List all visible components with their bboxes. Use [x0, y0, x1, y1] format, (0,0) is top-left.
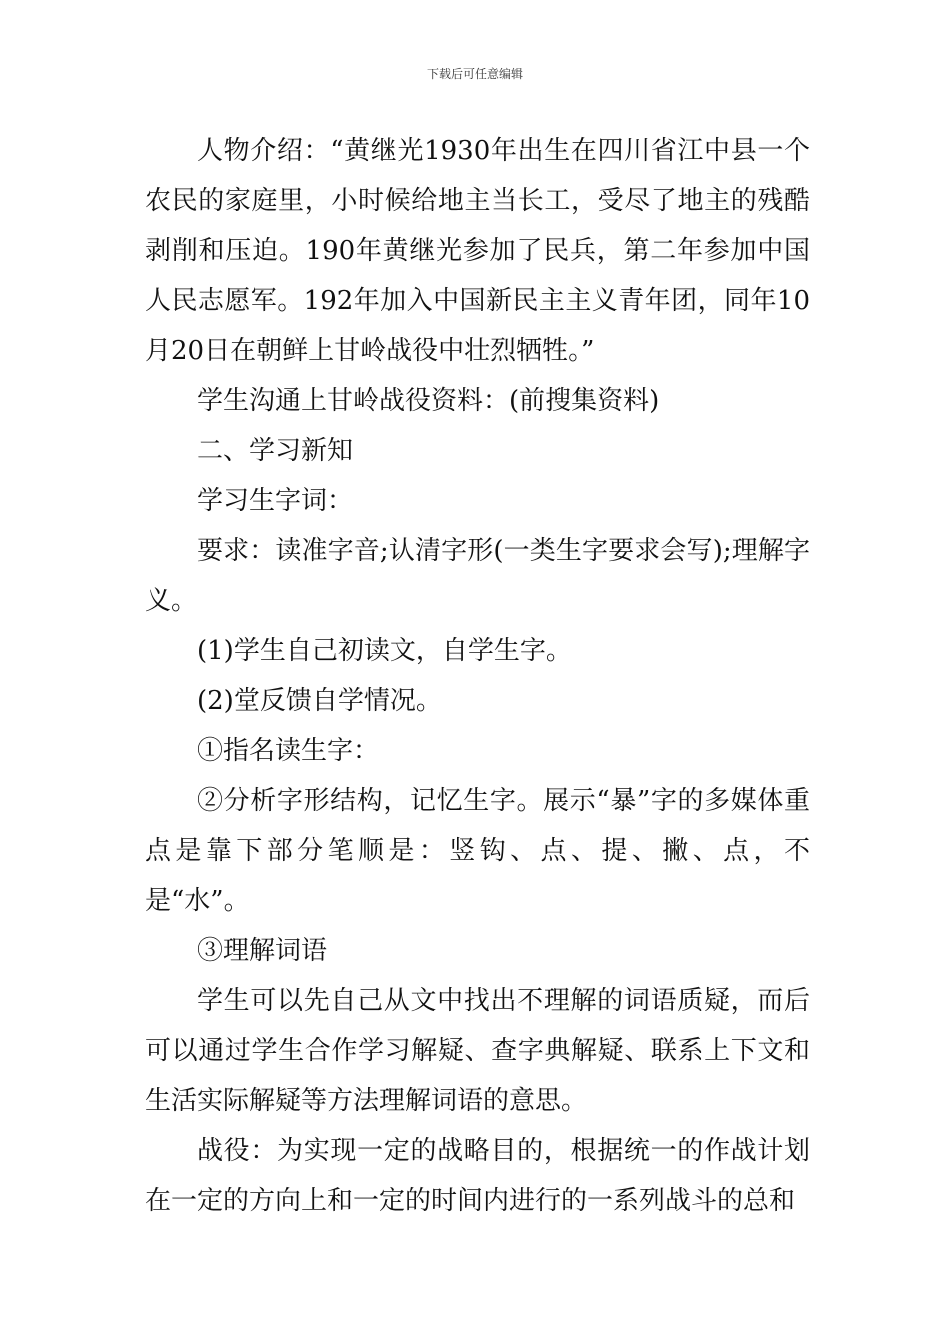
paragraph-character-intro: 人物介绍：“黄继光1930年出生在四川省江中县一个农民的家庭里，小时候给地主当长工，受尽了地主的残酷剥削和压迫。190年黄继光参加了民兵，第二年参加中国人民志愿军。192年加入中国新民主主义青年团，同年10月20日在朝鲜上甘岭战役中壮烈牺牲。” — [145, 136, 810, 366]
section-heading-new-knowledge: 二、学习新知 — [197, 436, 354, 466]
list-item-feedback: (2)堂反馈自学情况。 — [197, 686, 442, 716]
list-item-read-characters: ①指名读生字： — [197, 736, 380, 766]
list-item-analyze-structure: ②分析字形结构，记忆生字。展示“暴”字的多媒体重点是靠下部分笔顺是：竖钩、点、提、撇、点，不是“水”。 — [145, 786, 810, 916]
paragraph-learn-new-words: 学习生字词： — [197, 486, 354, 516]
page-header: 下载后可任意编辑 — [426, 67, 523, 81]
paragraph-requirements: 要求：读准字音;认清字形(一类生字要求会写);理解字义。 — [145, 536, 810, 616]
document-body — [145, 126, 810, 1226]
list-item-self-read: (1)学生自己初读文，自学生字。 — [197, 636, 572, 666]
list-item-understand-words: ③理解词语 — [197, 936, 328, 966]
paragraph-battle-materials: 学生沟通上甘岭战役资料：(前搜集资料) — [197, 386, 660, 416]
paragraph-word-methods: 学生可以先自己从文中找出不理解的词语质疑，而后可以通过学生合作学习解疑、查字典解疑、联系上下文和生活实际解疑等方法理解词语的意思。 — [145, 986, 810, 1116]
paragraph-definition-campaign: 战役：为实现一定的战略目的，根据统一的作战计划在一定的方向上和一定的时间内进行的一系列战斗的总和 — [145, 1136, 810, 1216]
